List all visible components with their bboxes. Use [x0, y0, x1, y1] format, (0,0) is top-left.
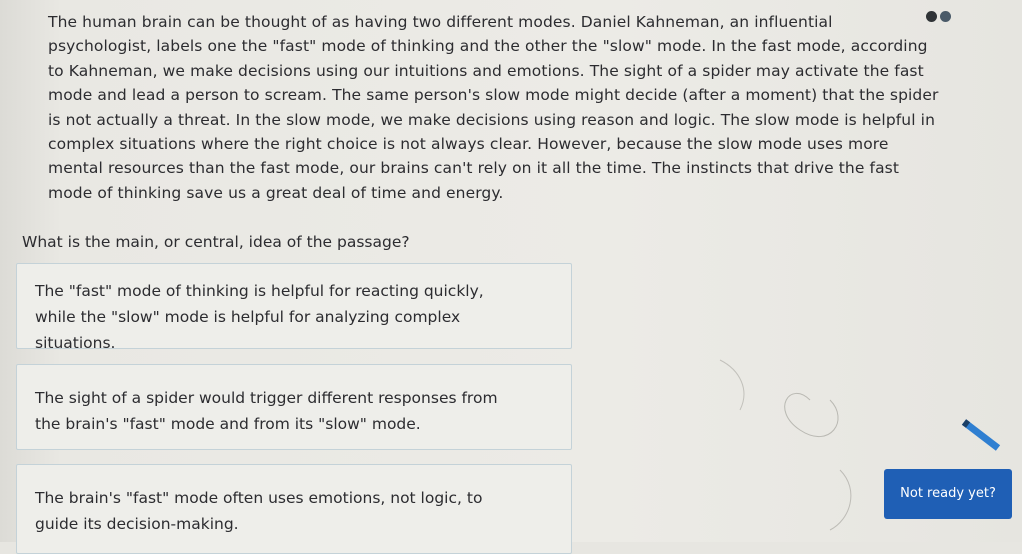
question-prompt: What is the main, or central, idea of the passage?	[22, 233, 410, 251]
passage-line: psychologist, labels one the "fast" mode of thinking and the other the "slow" mode. In the fast mode, according	[48, 37, 928, 56]
choice-text: guide its decision-making.	[35, 515, 239, 533]
choice-text: while the "slow" mode is helpful for analyzing complex	[35, 308, 461, 326]
choice-text: the brain's "fast" mode and from its "slow" mode.	[35, 415, 421, 433]
reading-passage	[48, 10, 988, 205]
answer-choice-b[interactable]	[16, 364, 572, 450]
answer-choice-c[interactable]	[16, 464, 572, 554]
passage-line: complex situations where the right choice is not always clear. However, because the slow mode uses more	[48, 135, 889, 154]
status-dots-icon	[926, 10, 966, 24]
passage-line: to Kahneman, we make decisions using our intuitions and emotions. The sight of a spider may activate the fast	[48, 61, 924, 80]
not-ready-button[interactable]: Not ready yet?	[884, 469, 1012, 519]
choice-text: situations.	[35, 334, 116, 352]
choice-text: The "fast" mode of thinking is helpful for reacting quickly,	[35, 282, 484, 300]
background-scribbles	[600, 340, 900, 540]
pencil-icon[interactable]	[958, 414, 1008, 454]
choice-text: The brain's "fast" mode often uses emotions, not logic, to	[35, 489, 483, 507]
passage-line: is not actually a threat. In the slow mode, we make decisions using reason and logic. The slow mode is helpful in	[48, 110, 935, 129]
passage-line: mental resources than the fast mode, our brains can't rely on it all the time. The instincts that drive the fast	[48, 159, 900, 178]
passage-line: The human brain can be thought of as having two different modes. Daniel Kahneman, an influential	[48, 13, 833, 31]
status-dot	[940, 11, 951, 22]
status-dot	[926, 11, 937, 22]
answer-choice-a[interactable]	[16, 263, 572, 352]
passage-line: mode and lead a person to scream. The same person's slow mode might decide (after a moment) that the spider	[48, 86, 939, 105]
passage-line: mode of thinking save us a great deal of time and energy.	[48, 183, 504, 202]
choice-text: The sight of a spider would trigger different responses from	[35, 389, 498, 407]
